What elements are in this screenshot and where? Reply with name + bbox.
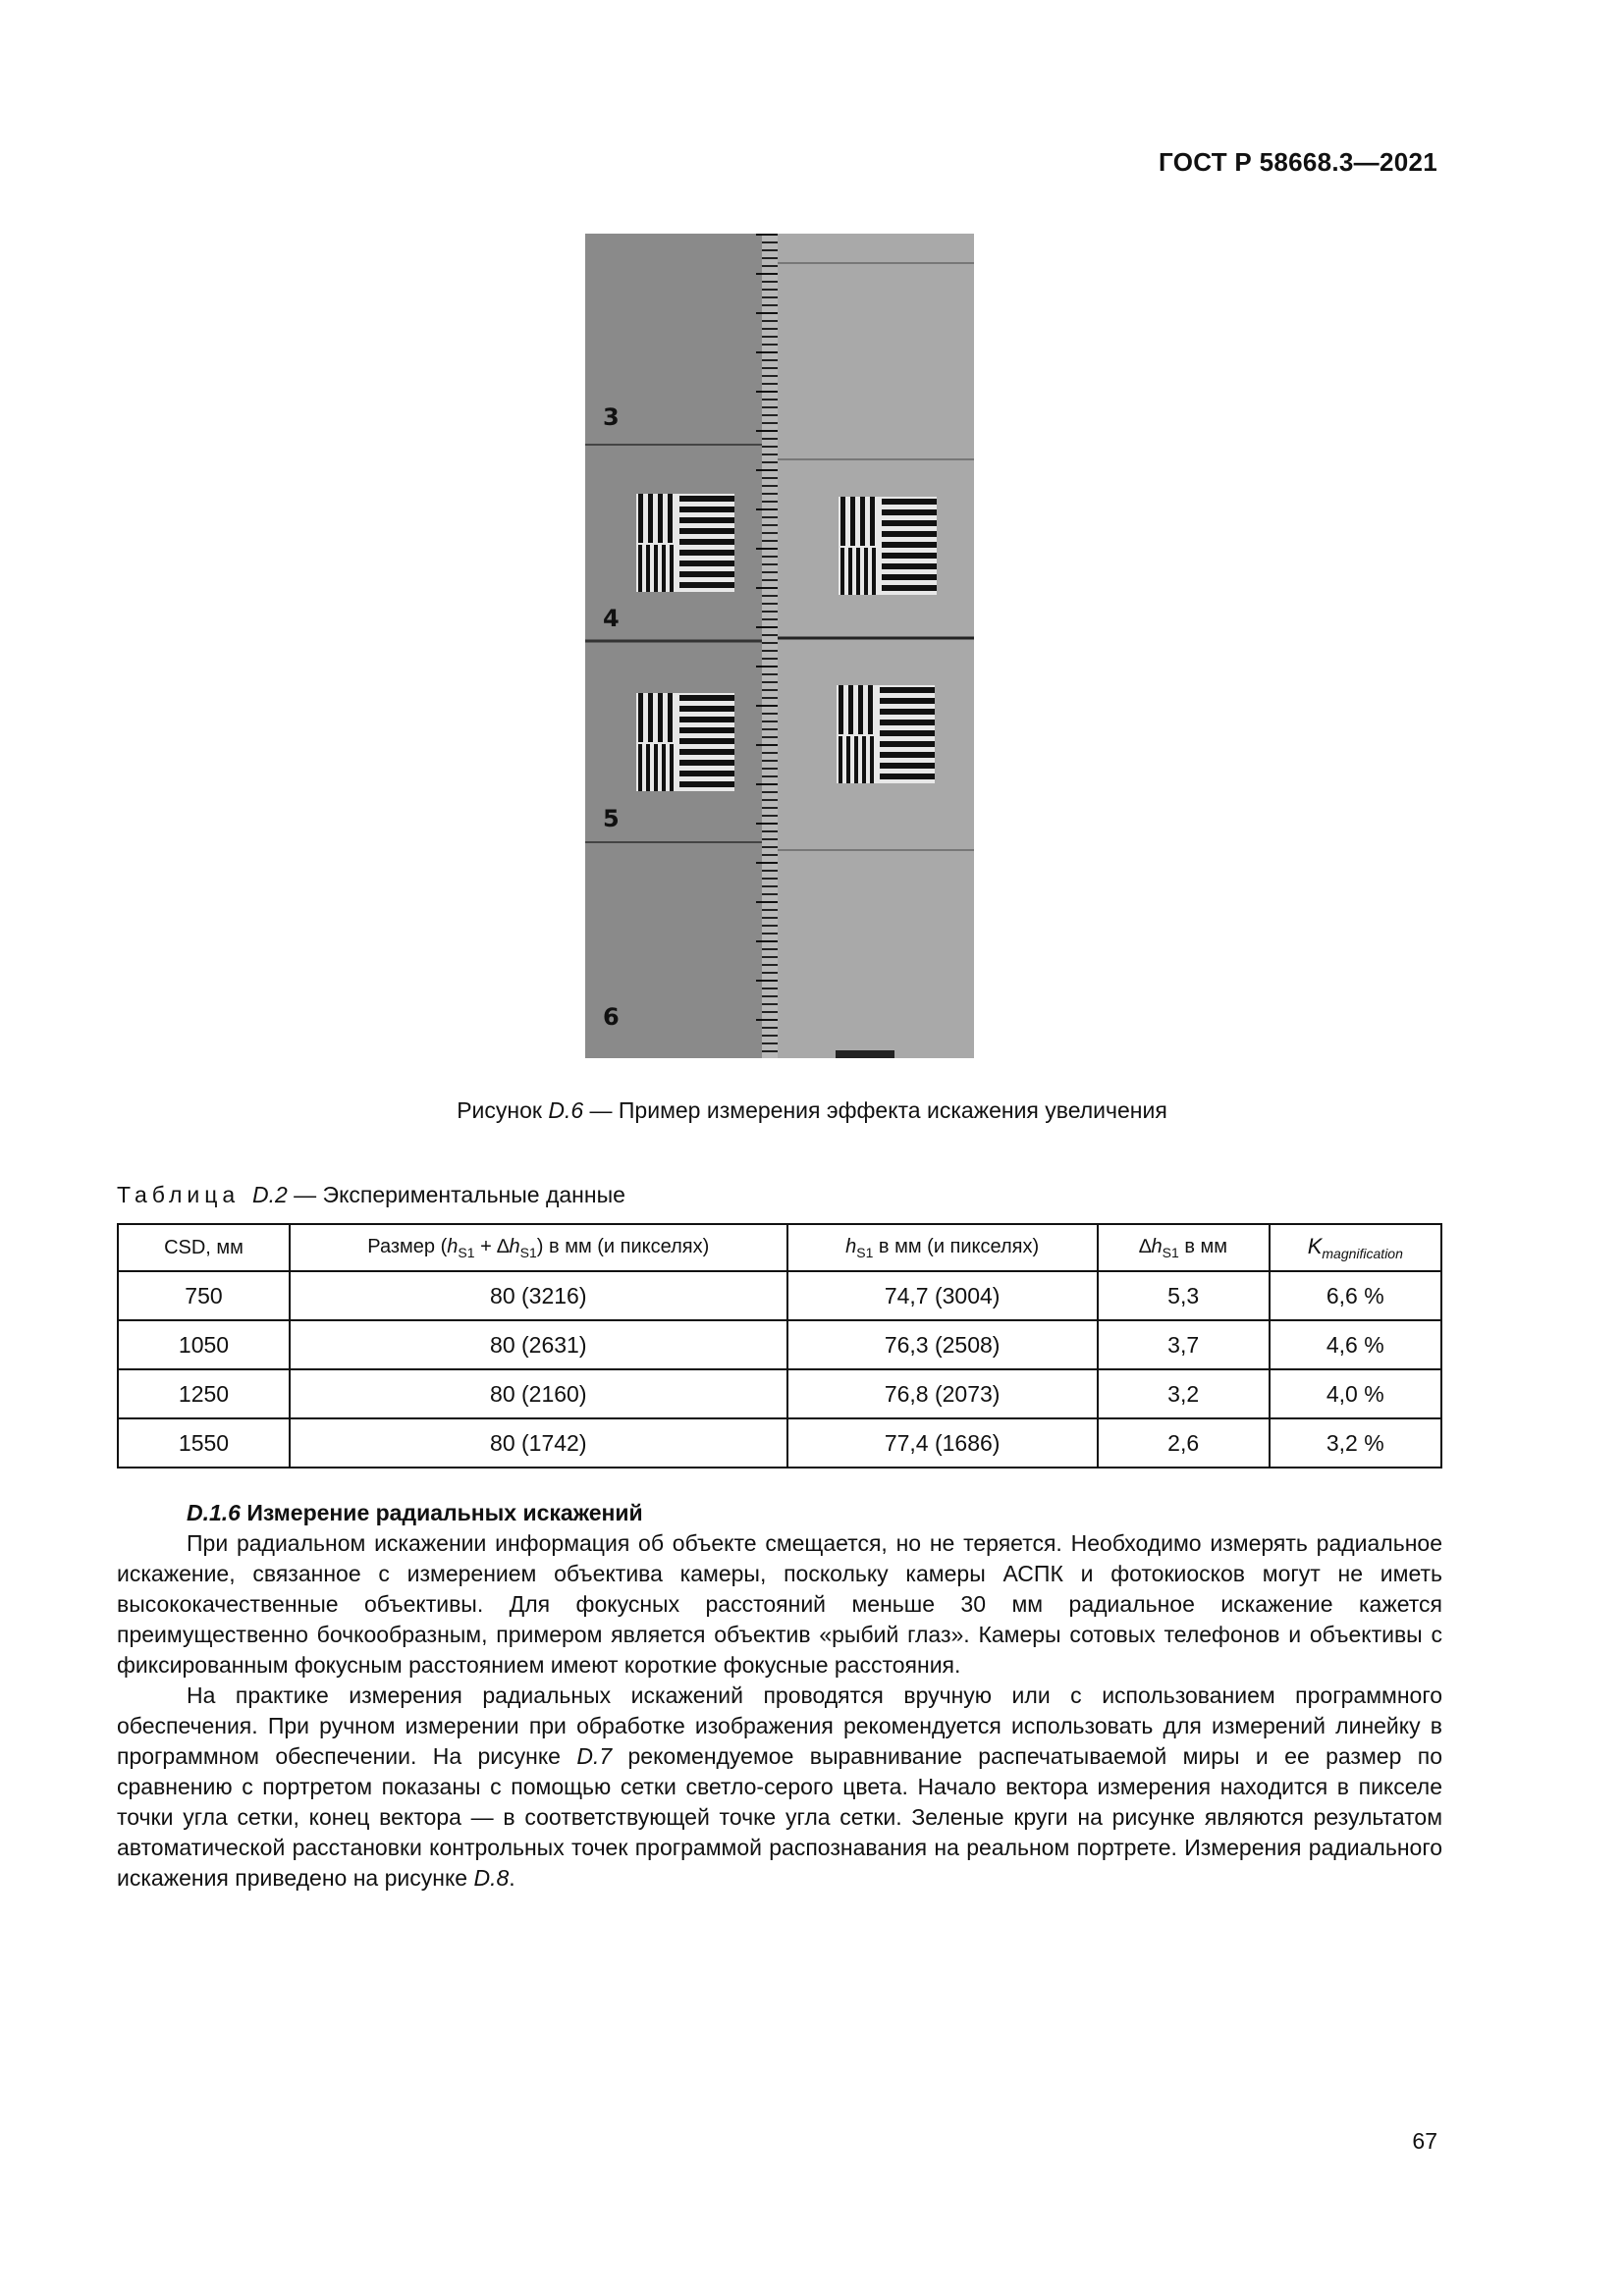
header-size: Размер $(h_{S1} + \Delta h_{S1})$ в мм (и пикселях): [290, 1224, 787, 1271]
resolution-target: [636, 693, 734, 791]
cell-size: 80 (3216): [290, 1271, 787, 1320]
table-caption-text: — Экспериментальные данные: [287, 1182, 625, 1207]
cell-dh: 2,6: [1098, 1418, 1270, 1468]
page-number: 67: [1412, 2128, 1437, 2154]
table-row: [118, 1320, 1441, 1369]
table-caption-word: Таблица: [117, 1182, 241, 1207]
cell-csd: 750: [118, 1271, 290, 1320]
cell-k: 6,6 %: [1270, 1271, 1441, 1320]
table-caption-ref: D.2: [251, 1182, 288, 1207]
cell-dh: 5,3: [1098, 1271, 1270, 1320]
cell-dh: 3,7: [1098, 1320, 1270, 1369]
figure-caption: [0, 1097, 1624, 1124]
paragraph-2: На практике измерения радиальных искажений проводятся вручную или с использованием программного обеспечения. При ручном измерении при обработке изображения рекомендуется использовать для измерений линейку в программном обеспечении. На рисунке D.7 рекомендуемое выравнивание распечатываемой миры и ее размер по сравнению с портретом показаны с помощью сетки светло-серого цвета. Начало вектора измерения находится в пикселе точки угла сетки, конец вектора — в соответствующей точке угла сетки. Зеленые круги на рисунке являются результатом автоматической расстановки контрольных точек программой распознавания на реальном портрете. Измерения радиального искажения приведено на рисунке D.8.: [117, 1682, 1442, 1891]
cell-k: 4,6 %: [1270, 1320, 1441, 1369]
section-d-1-6: [117, 1498, 1442, 1894]
section-title: Измерение радиальных искажений: [240, 1500, 643, 1525]
resolution-target: [837, 685, 935, 783]
table-row: [118, 1418, 1441, 1468]
cell-csd: 1050: [118, 1320, 290, 1369]
figure-caption-prefix: Рисунок: [457, 1097, 549, 1123]
figure-photo: [585, 234, 974, 1058]
figure-caption-ref: D.6: [548, 1097, 584, 1123]
cell-hs: 76,3 (2508): [787, 1320, 1098, 1369]
right-panel: [778, 234, 974, 1058]
document-code: ГОСТ Р 58668.3—2021: [1159, 147, 1437, 177]
header-hs: $h_{S1}$ в мм (и пикселях): [787, 1224, 1098, 1271]
resolution-target: [839, 497, 937, 595]
table-header-row: [118, 1224, 1441, 1271]
header-dh: $\Delta h_{S1}$ в мм: [1098, 1224, 1270, 1271]
table-row: [118, 1369, 1441, 1418]
cell-k: 3,2 %: [1270, 1418, 1441, 1468]
data-table: [117, 1223, 1442, 1468]
scale-label-3: 3: [603, 403, 620, 431]
cell-size: 80 (2631): [290, 1320, 787, 1369]
table-caption: [117, 1182, 625, 1208]
figure-caption-text: — Пример измерения эффекта искажения увеличения: [583, 1097, 1167, 1123]
cell-size: 80 (2160): [290, 1369, 787, 1418]
paragraph-1: При радиальном искажении информация об объекте смещается, но не теряется. Необходимо измерять радиальное искажение, связанное с измерением объектива камеры, поскольку камеры АСПК и фотокиосков могут не иметь высококачественные объективы. Для фокусных расстояний меньше 30 мм радиальное искажение кажется преимущественно бочкообразным, примером является объектив «рыбий глаз». Камеры сотовых телефонов и объективы с фиксированным фокусным расстоянием имеют короткие фокусные расстояния.: [117, 1530, 1442, 1678]
section-heading: [117, 1498, 1442, 1528]
cell-hs: 77,4 (1686): [787, 1418, 1098, 1468]
scale-label-5: 5: [603, 805, 620, 832]
cell-csd: 1250: [118, 1369, 290, 1418]
cell-csd: 1550: [118, 1418, 290, 1468]
cell-dh: 3,2: [1098, 1369, 1270, 1418]
left-panel: [585, 234, 778, 1058]
scale-label-4: 4: [603, 605, 620, 632]
ruler-major-ticks: [756, 234, 778, 1058]
resolution-target: [636, 494, 734, 592]
header-k: $K_{magnification}$: [1270, 1224, 1441, 1271]
partial-target: [836, 1050, 894, 1058]
cell-hs: 74,7 (3004): [787, 1271, 1098, 1320]
scale-label-6: 6: [603, 1003, 620, 1031]
section-number: D.1.6: [187, 1500, 241, 1525]
cell-size: 80 (1742): [290, 1418, 787, 1468]
table-row: [118, 1271, 1441, 1320]
cell-k: 4,0 %: [1270, 1369, 1441, 1418]
header-csd: CSD, мм: [118, 1224, 290, 1271]
cell-hs: 76,8 (2073): [787, 1369, 1098, 1418]
